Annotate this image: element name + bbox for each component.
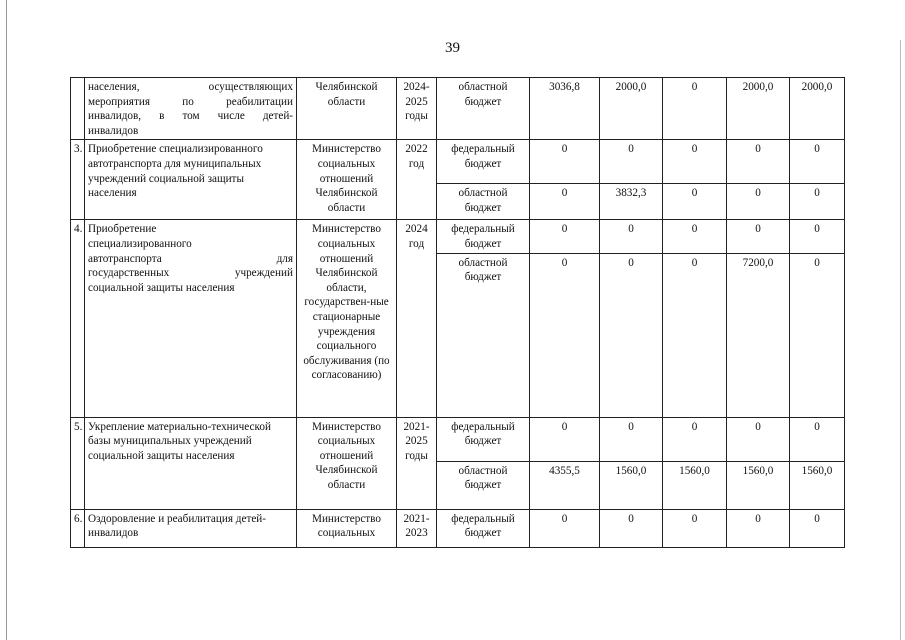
value-cell: 0 — [663, 184, 727, 220]
value-cell: 3832,3 — [600, 184, 663, 220]
value-cell: 1560,0 — [727, 461, 790, 509]
value-cell: 3036,8 — [530, 78, 600, 140]
name-text: инвалидов — [88, 124, 139, 137]
value-cell: 0 — [663, 78, 727, 140]
scan-edge-line — [900, 40, 901, 640]
scan-edge-line — [6, 0, 7, 640]
name-text: числе — [217, 110, 245, 123]
value-cell: 0 — [530, 509, 600, 547]
value-cell: 0 — [727, 184, 790, 220]
years-cell: 2021-2025 годы — [397, 417, 437, 509]
row-number-cell: 3. — [71, 140, 85, 220]
value-cell: 2000,0 — [600, 78, 663, 140]
page-number: 39 — [445, 40, 460, 56]
value-cell: 0 — [790, 140, 845, 184]
value-cell: 1560,0 — [663, 461, 727, 509]
funding-source-cell: федеральный бюджет — [437, 509, 530, 547]
table-row — [71, 220, 845, 253]
value-cell: 0 — [727, 417, 790, 461]
row-number-cell: 6. — [71, 509, 85, 547]
funding-source-cell: федеральный бюджет — [437, 417, 530, 461]
value-cell: 0 — [663, 140, 727, 184]
executor-cell: Министерство социальных отношений Челябинской области — [297, 417, 397, 509]
value-cell: 1560,0 — [790, 461, 845, 509]
name-text: реабилитации — [226, 95, 293, 108]
executor-cell: Министерство социальных отношений Челябинской области, государствен-ные стационарные учреждения социального обслуживания (по согласованию) — [297, 220, 397, 417]
funding-source-cell: областной бюджет — [437, 253, 530, 417]
name-text: населения, — [88, 81, 140, 93]
value-cell: 1560,0 — [600, 461, 663, 509]
years-cell: 2022 год — [397, 140, 437, 220]
table-row — [71, 417, 845, 461]
value-cell: 0 — [600, 140, 663, 184]
table-row — [71, 78, 845, 140]
row-number-cell: 4. — [71, 220, 85, 417]
name-text: по — [182, 95, 194, 108]
value-cell: 0 — [600, 417, 663, 461]
years-cell: 2021-2023 — [397, 509, 437, 547]
value-cell: 2000,0 — [727, 78, 790, 140]
name-text: осуществляющих — [208, 81, 293, 93]
value-cell: 0 — [727, 140, 790, 184]
table-row — [71, 509, 845, 547]
value-cell: 0 — [663, 417, 727, 461]
executor-cell: Министерство социальных отношений Челябинской области — [297, 140, 397, 220]
budget-table — [70, 77, 845, 548]
name-text: инвалидов, — [88, 110, 142, 123]
row-name-cell: Укрепление материально-технической базы муниципальных учреждений социальной защиты населения — [85, 417, 297, 509]
years-cell: 2024 год — [397, 220, 437, 417]
row-number-cell: 5. — [71, 417, 85, 509]
value-cell: 0 — [727, 509, 790, 547]
value-cell: 0 — [530, 184, 600, 220]
value-cell: 0 — [790, 417, 845, 461]
funding-source-cell: областной бюджет — [437, 184, 530, 220]
name-text: для — [276, 252, 293, 265]
value-cell: 0 — [790, 253, 845, 417]
name-text: Приобретение — [88, 223, 157, 236]
value-cell: 7200,0 — [727, 253, 790, 417]
value-cell: 0 — [790, 184, 845, 220]
row-number-cell — [71, 78, 85, 140]
row-name-cell — [85, 220, 297, 417]
name-text: учреждений — [234, 267, 293, 280]
executor-cell: Министерство социальных — [297, 509, 397, 547]
value-cell: 0 — [790, 509, 845, 547]
years-cell: 2024-2025 годы — [397, 78, 437, 140]
row-name-cell — [85, 78, 297, 140]
name-text: автотранспорта — [88, 252, 162, 265]
name-text: мероприятия — [88, 95, 150, 108]
value-cell: 2000,0 — [790, 78, 845, 140]
table-row — [71, 140, 845, 184]
value-cell: 0 — [600, 509, 663, 547]
name-text: том — [182, 110, 200, 123]
value-cell: 0 — [600, 220, 663, 253]
value-cell: 0 — [663, 220, 727, 253]
executor-cell: Челябинской области — [297, 78, 397, 140]
name-text: в — [159, 110, 165, 123]
value-cell: 0 — [727, 220, 790, 253]
value-cell: 0 — [663, 509, 727, 547]
funding-source-cell: областной бюджет — [437, 78, 530, 140]
funding-source-cell: федеральный бюджет — [437, 220, 530, 253]
value-cell: 4355,5 — [530, 461, 600, 509]
name-text: социальной защиты населения — [88, 281, 235, 294]
name-text: детей- — [262, 110, 294, 123]
value-cell: 0 — [530, 220, 600, 253]
value-cell: 0 — [530, 253, 600, 417]
value-cell: 0 — [530, 140, 600, 184]
funding-source-cell: федеральный бюджет — [437, 140, 530, 184]
value-cell: 0 — [790, 220, 845, 253]
value-cell: 0 — [530, 417, 600, 461]
name-text: специализированного — [88, 237, 192, 250]
value-cell: 0 — [663, 253, 727, 417]
funding-source-cell: областной бюджет — [437, 461, 530, 509]
name-text: государственных — [88, 267, 170, 280]
row-name-cell: Приобретение специализированного автотранспорта для муниципальных учреждений социальной защиты населения — [85, 140, 297, 220]
row-name-cell: Оздоровление и реабилитация детей-инвалидов — [85, 509, 297, 547]
value-cell: 0 — [600, 253, 663, 417]
